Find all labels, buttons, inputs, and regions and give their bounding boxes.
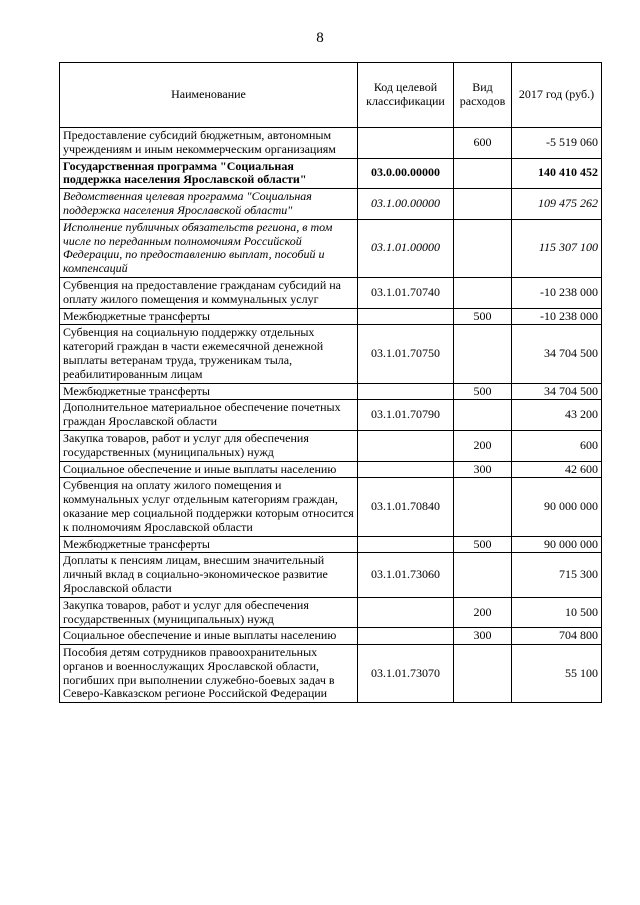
cell-sum: -10 238 000 xyxy=(512,308,602,325)
table-row xyxy=(60,478,602,536)
cell-code xyxy=(358,308,454,325)
cell-type: 200 xyxy=(454,597,512,628)
cell-code xyxy=(358,128,454,159)
cell-type xyxy=(454,189,512,220)
cell-code xyxy=(358,461,454,478)
cell-type xyxy=(454,400,512,431)
cell-name: Дополнительное материальное обеспечение почетных граждан Ярославской области xyxy=(60,400,358,431)
cell-code xyxy=(358,628,454,645)
header-type: Вид расходов xyxy=(454,63,512,128)
cell-sum: 715 300 xyxy=(512,553,602,597)
table-row xyxy=(60,325,602,383)
table-row xyxy=(60,158,602,189)
cell-type: 500 xyxy=(454,536,512,553)
table-row xyxy=(60,461,602,478)
cell-name: Межбюджетные трансферты xyxy=(60,383,358,400)
cell-sum: 140 410 452 xyxy=(512,158,602,189)
header-name: Наименование xyxy=(60,63,358,128)
cell-name: Социальное обеспечение и иные выплаты населению xyxy=(60,628,358,645)
cell-name: Исполнение публичных обязательств региона, в том числе по переданным полномочиям Российской Федерации, по предоставлению выплат, пособий и компенсаций xyxy=(60,219,358,277)
table-row xyxy=(60,645,602,703)
cell-sum: 34 704 500 xyxy=(512,383,602,400)
cell-name: Государственная программа "Социальная поддержка населения Ярославской области" xyxy=(60,158,358,189)
cell-code xyxy=(358,597,454,628)
cell-name: Ведомственная целевая программа "Социальная поддержка населения Ярославской области" xyxy=(60,189,358,220)
cell-code xyxy=(358,383,454,400)
table-row xyxy=(60,553,602,597)
cell-name: Социальное обеспечение и иные выплаты населению xyxy=(60,461,358,478)
cell-sum: 109 475 262 xyxy=(512,189,602,220)
table-row xyxy=(60,219,602,277)
cell-type xyxy=(454,158,512,189)
cell-sum: 600 xyxy=(512,430,602,461)
cell-name: Закупка товаров, работ и услуг для обеспечения государственных (муниципальных) нужд xyxy=(60,597,358,628)
cell-name: Закупка товаров, работ и услуг для обеспечения государственных (муниципальных) нужд xyxy=(60,430,358,461)
cell-code: 03.1.01.73070 xyxy=(358,645,454,703)
cell-type: 500 xyxy=(454,308,512,325)
cell-type xyxy=(454,645,512,703)
cell-name: Межбюджетные трансферты xyxy=(60,536,358,553)
cell-sum: -5 519 060 xyxy=(512,128,602,159)
cell-type xyxy=(454,219,512,277)
cell-type: 500 xyxy=(454,383,512,400)
cell-type: 600 xyxy=(454,128,512,159)
table-row xyxy=(60,189,602,220)
cell-code: 03.1.01.70750 xyxy=(358,325,454,383)
cell-sum: 43 200 xyxy=(512,400,602,431)
cell-sum: 704 800 xyxy=(512,628,602,645)
cell-type xyxy=(454,553,512,597)
cell-sum: -10 238 000 xyxy=(512,277,602,308)
page-number: 8 xyxy=(316,30,324,46)
cell-sum: 90 000 000 xyxy=(512,536,602,553)
header-code: Код целевой классификации xyxy=(358,63,454,128)
cell-sum: 34 704 500 xyxy=(512,325,602,383)
cell-code: 03.0.00.00000 xyxy=(358,158,454,189)
cell-code xyxy=(358,430,454,461)
cell-name: Субвенция на социальную поддержку отдельных категорий граждан в части ежемесячной денежной выплаты ветеранам труда, труженикам тыла, реабилитированным лицам xyxy=(60,325,358,383)
cell-type: 300 xyxy=(454,628,512,645)
cell-code: 03.1.01.70840 xyxy=(358,478,454,536)
table-header-row xyxy=(60,63,602,128)
table-row xyxy=(60,308,602,325)
cell-name: Субвенция на предоставление гражданам субсидий на оплату жилого помещения и коммунальных услуг xyxy=(60,277,358,308)
table-row xyxy=(60,628,602,645)
header-sum: 2017 год (руб.) xyxy=(512,63,602,128)
cell-name: Доплаты к пенсиям лицам, внесшим значительный личный вклад в социально-экономическое развитие Ярославской области xyxy=(60,553,358,597)
cell-name: Предоставление субсидий бюджетным, автономным учреждениям и иным некоммерческим организациям xyxy=(60,128,358,159)
cell-type: 300 xyxy=(454,461,512,478)
cell-code: 03.1.01.73060 xyxy=(358,553,454,597)
table-row xyxy=(60,383,602,400)
cell-code: 03.1.01.70790 xyxy=(358,400,454,431)
table-row xyxy=(60,430,602,461)
cell-type xyxy=(454,277,512,308)
cell-sum: 90 000 000 xyxy=(512,478,602,536)
cell-sum: 42 600 xyxy=(512,461,602,478)
cell-code: 03.1.01.70740 xyxy=(358,277,454,308)
cell-type xyxy=(454,325,512,383)
cell-type: 200 xyxy=(454,430,512,461)
cell-type xyxy=(454,478,512,536)
table-row xyxy=(60,400,602,431)
table-body xyxy=(60,128,602,703)
cell-sum: 10 500 xyxy=(512,597,602,628)
table-row xyxy=(60,128,602,159)
cell-code: 03.1.00.00000 xyxy=(358,189,454,220)
budget-table xyxy=(59,62,602,703)
cell-name: Межбюджетные трансферты xyxy=(60,308,358,325)
cell-code: 03.1.01.00000 xyxy=(358,219,454,277)
table-row xyxy=(60,536,602,553)
cell-code xyxy=(358,536,454,553)
cell-sum: 55 100 xyxy=(512,645,602,703)
cell-name: Пособия детям сотрудников правоохранительных органов и военнослужащих Ярославской области, погибших при выполнении служебно-боевых задач в Северо-Кавказском регионе Российской Федерации xyxy=(60,645,358,703)
cell-name: Субвенция на оплату жилого помещения и коммунальных услуг отдельным категориям граждан, оказание мер социальной поддержки которым относится к полномочиям Ярославской области xyxy=(60,478,358,536)
table-row xyxy=(60,597,602,628)
cell-sum: 115 307 100 xyxy=(512,219,602,277)
table-row xyxy=(60,277,602,308)
